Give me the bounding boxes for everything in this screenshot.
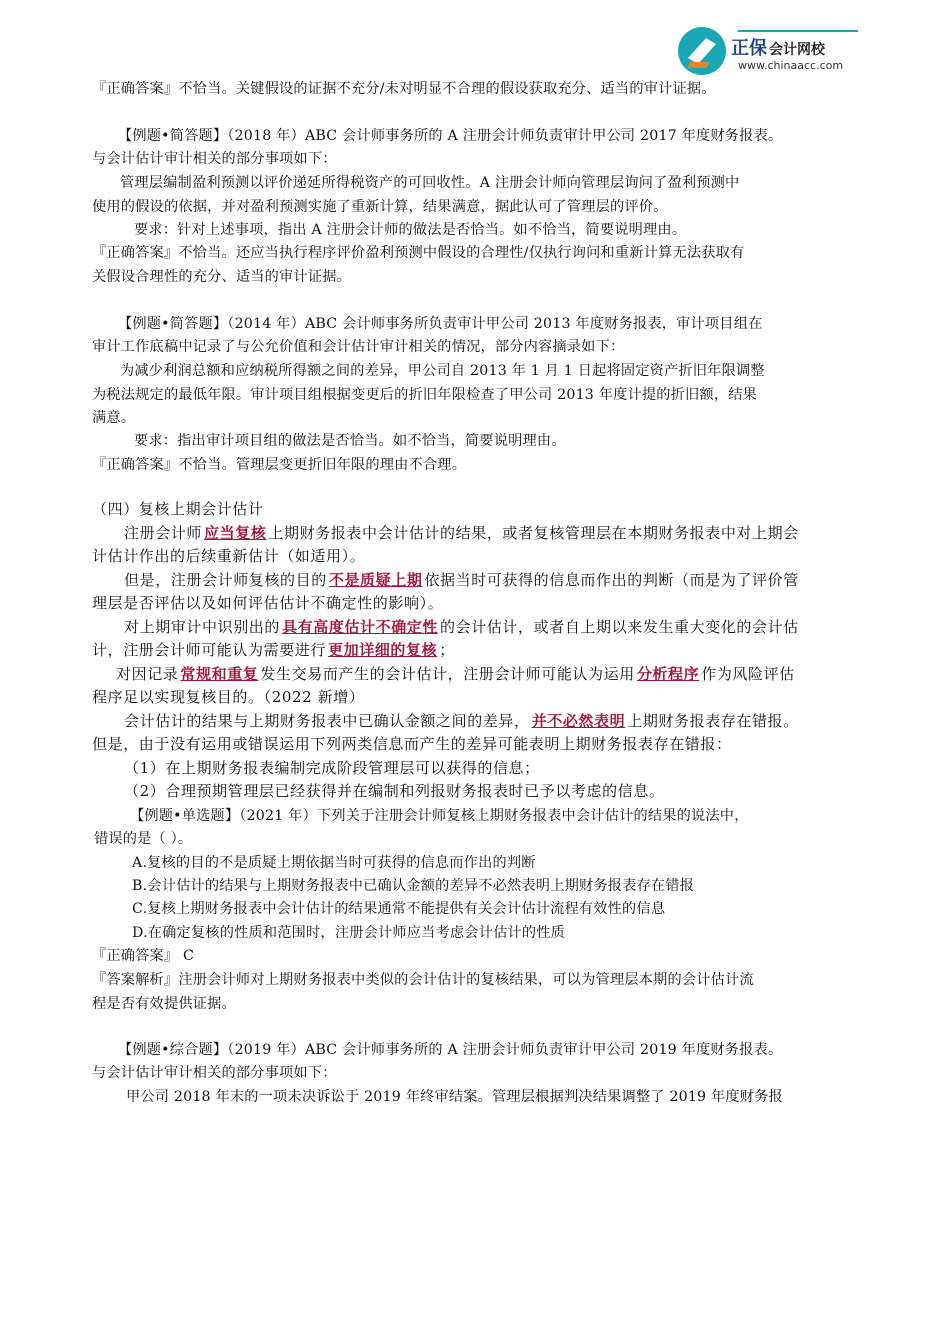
section-heading: （四）复核上期会计估计 [92, 500, 264, 518]
paragraph-line: 使用的假设的依据，并对盈利预测实施了重新计算，结果满意，据此认可了管理层的评价。 [92, 199, 668, 215]
logo-brand: 正保 [731, 38, 767, 59]
example-heading: 【例题•单选题】（2021 年）下列关于注册会计师复核上期财务报表中会计估计的结果的说法中， [130, 808, 749, 824]
answer-line: 『正确答案』不恰当。关键假设的证据不充分/未对明显不合理的假设获取充分、适当的审计证据。 [92, 81, 716, 97]
option-a: A.复核的目的不是质疑上期依据当时可获得的信息而作出的判断 [132, 855, 536, 871]
text-run: 对因记录 [116, 665, 179, 683]
logo-wordmark [731, 34, 825, 60]
requirement-line: 要求：指出审计项目组的做法是否恰当。如不恰当，简要说明理由。 [134, 433, 566, 449]
answer-line: 『正确答案』 C [92, 948, 195, 964]
option-c: C.复核上期财务报表中会计估计的结果通常不能提供有关会计估计流程有效性的信息 [132, 901, 666, 917]
cropped-previous-line [92, 27, 172, 33]
list-item: （2）合理预期管理层已经获得并在编制和列报财务报表时已予以考虑的信息。 [124, 782, 665, 800]
highlight-term: 常规和重复 [180, 665, 259, 683]
example-heading: 【例题•简答题】（2014 年）ABC 会计师事务所负责审计甲公司 2013 年度财务报表，审计项目组在 [118, 316, 763, 332]
paragraph-line: 为税法规定的最低年限。审计项目组根据变更后的折旧年限检查了甲公司 2013 年度计提的折旧额，结果 [92, 387, 757, 403]
text-run: 作为风险评估 [701, 665, 795, 683]
paragraph-line: 甲公司 2018 年末的一项未决诉讼于 2019 年终审结案。管理层根据判决结果调整了 2019 年度财务报 [126, 1089, 783, 1105]
paragraph-line: 满意。 [92, 410, 136, 426]
list-item: （1）在上期财务报表编制完成阶段管理层可以获得的信息； [124, 759, 540, 777]
option-b: B.会计估计的结果与上期财务报表中已确认金额的差异不必然表明上期财务报表存在错报 [132, 878, 695, 894]
explanation-line: 程是否有效提供证据。 [92, 996, 236, 1012]
highlight-term: 并不必然表明 [531, 712, 626, 730]
logo-url: www.chinaacc.com [738, 59, 844, 72]
text-run: 的会计估计，或者自上期以来发生重大变化的会计估 [440, 618, 799, 636]
option-d: D.在确定复核的性质和范围时，注册会计师应当考虑会计估计的性质 [132, 925, 566, 941]
paragraph-line: 计估计作出的后续重新估计（如适用）。 [92, 547, 366, 565]
text-run: ； [439, 641, 455, 659]
answer-line: 『正确答案』不恰当。管理层变更折旧年限的理由不合理。 [92, 457, 467, 473]
text-run: 上期财务报表存在错报。 [627, 712, 799, 730]
brand-logo [676, 24, 876, 78]
paragraph-line [124, 618, 799, 636]
paragraph-line: 管理层编制盈利预测以评价递延所得税资产的可回收性。A 注册会计师向管理层询问了盈利预测中 [120, 175, 740, 191]
paragraph-line [92, 641, 455, 659]
paragraph-line: 程序足以实现复核目的。（2022 新增） [92, 688, 365, 706]
text-run: 计，注册会计师可能认为需要进行 [92, 641, 327, 659]
paragraph-line: 与会计估计审计相关的部分事项如下： [92, 1065, 337, 1081]
paragraph-line: 为减少利润总额和应纳税所得额之间的差异，甲公司自 2013 年 1 月 1 日起将固定资产折旧年限调整 [120, 363, 765, 379]
text-run: 对上期审计中识别出的 [124, 618, 281, 636]
text-run: 注册会计师 [124, 524, 203, 542]
answer-line: 『正确答案』不恰当。还应当执行程序评价盈利预测中假设的合理性/仅执行询问和重新计算无法获取有 [92, 245, 745, 261]
answer-line: 关假设合理性的充分、适当的审计证据。 [92, 269, 351, 285]
text-run: 依据当时可获得的信息而作出的判断（而是为了评价管 [424, 571, 799, 589]
text-run: 但是，注册会计师复核的目的 [124, 571, 327, 589]
paragraph-line [124, 524, 799, 542]
explanation-line: 『答案解析』注册会计师对上期财务报表中类似的会计估计的复核结果，可以为管理层本期的会计估计流 [92, 972, 754, 988]
highlight-term: 应当复核 [204, 524, 267, 542]
paragraph-line: 但是，由于没有运用或错误运用下列两类信息而产生的差异可能表明上期财务报表存在错报： [92, 735, 732, 753]
text-run: 会计估计的结果与上期财务报表中已确认金额之间的差异， [124, 712, 530, 730]
paragraph-line: 错误的是（ ）。 [94, 831, 193, 847]
paragraph-line [116, 665, 795, 683]
example-heading: 【例题•综合题】（2019 年）ABC 会计师事务所的 A 注册会计师负责审计甲公司 2019 年度财务报表。 [118, 1042, 783, 1058]
example-heading: 【例题•简答题】（2018 年）ABC 会计师事务所的 A 注册会计师负责审计甲公司 2017 年度财务报表。 [118, 128, 783, 144]
logo-emblem-icon [676, 24, 730, 78]
paragraph-line: 与会计估计审计相关的部分事项如下： [92, 151, 337, 167]
paragraph-line: 审计工作底稿中记录了与公允价值和会计估计审计相关的情况，部分内容摘录如下： [92, 339, 625, 355]
highlight-term: 更加详细的复核 [328, 641, 438, 659]
logo-name: 会计网校 [769, 42, 825, 58]
text-run: 发生交易而产生的会计估计，注册会计师可能认为运用 [260, 665, 635, 683]
highlight-term: 分析程序 [636, 665, 700, 683]
logo-accent-line [738, 30, 858, 32]
paragraph-line [124, 571, 799, 589]
highlight-term: 不是质疑上期 [328, 571, 423, 589]
paragraph-line [124, 712, 799, 730]
text-run: 上期财务报表中会计估计的结果，或者复核管理层在本期财务报表中对上期会 [268, 524, 799, 542]
highlight-term: 具有高度估计不确定性 [282, 618, 439, 636]
requirement-line: 要求：针对上述事项，指出 A 注册会计师的做法是否恰当。如不恰当，简要说明理由。 [134, 222, 687, 238]
paragraph-line: 理层是否评估以及如何评估估计不确定性的影响）。 [92, 594, 444, 612]
